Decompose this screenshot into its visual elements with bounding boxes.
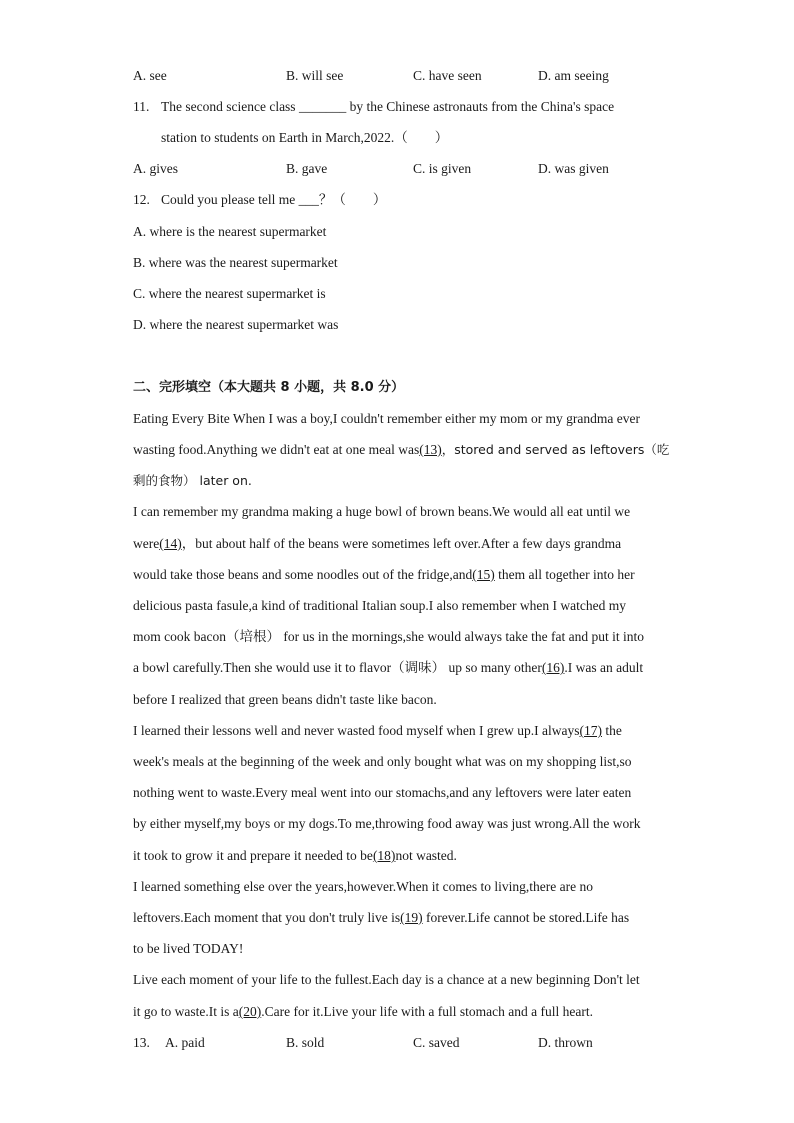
blank-17[interactable]: (17): [579, 723, 602, 738]
blank-19[interactable]: (19): [400, 910, 423, 925]
passage-line: I learned their lessons well and never wasted food myself when I grew up.I always(17) the: [133, 723, 622, 738]
q10-option-b: B. will see: [286, 68, 344, 83]
passage-line: Eating Every Bite When I was a boy,I couldn't remember either my mom or my grandma ever: [133, 411, 641, 426]
q11-text-line1: The second science class _______ by the Chinese astronauts from the China's space: [161, 99, 615, 114]
q13-option-c: C. saved: [413, 1035, 460, 1050]
passage-line: it go to waste.It is a(20).Care for it.Live your life with a full stomach and a full heart.: [133, 1004, 593, 1019]
passage-line: before I realized that green beans didn't taste like bacon.: [133, 692, 437, 707]
passage-line: 剩的食物） later on.: [133, 473, 252, 488]
q12-option-b: B. where was the nearest supermarket: [133, 255, 338, 270]
passage-line: wasting food.Anything we didn't eat at one meal was(13)，stored and served as leftovers（吃: [133, 442, 670, 457]
q11-number: 11.: [133, 99, 150, 114]
q13-option-d: D. thrown: [538, 1035, 593, 1050]
q11-option-c: C. is given: [413, 161, 472, 176]
section-title: 二、完形填空（本大题共 8 小题，共 8.0 分）: [133, 380, 405, 395]
q11-option-b: B. gave: [286, 161, 328, 176]
passage-line: delicious pasta fasule,a kind of traditional Italian soup.I also remember when I watched my: [133, 598, 626, 613]
q12-option-d: D. where the nearest supermarket was: [133, 317, 339, 332]
passage-line: were(14)，but about half of the beans were sometimes left over.After a few days grandma: [133, 536, 622, 551]
passage-line: week's meals at the beginning of the week and only bought what was on my shopping list,so: [133, 754, 632, 769]
passage-line: to be lived TODAY!: [133, 941, 244, 956]
q10-option-d: D. am seeing: [538, 68, 609, 83]
blank-15[interactable]: (15): [472, 567, 495, 582]
blank-13[interactable]: (13): [419, 442, 442, 457]
q11-option-a: A. gives: [133, 161, 178, 176]
passage-line: I learned something else over the years,however.When it comes to living,there are no: [133, 879, 593, 894]
blank-20[interactable]: (20): [238, 1004, 262, 1019]
q10-option-a: A. see: [133, 68, 167, 83]
passage-line: mom cook bacon（培根） for us in the mornings,she would always take the fat and put it into: [133, 629, 645, 644]
q13-option-a: A. paid: [165, 1035, 205, 1050]
q12-option-a: A. where is the nearest supermarket: [133, 224, 327, 239]
passage-line: nothing went to waste.Every meal went into our stomachs,and any leftovers were later eaten: [133, 785, 632, 800]
q12-text: Could you please tell me ___？（ ）: [161, 192, 387, 207]
passage-line: a bowl carefully.Then she would use it to flavor（调味） up so many other(16).I was an adult: [133, 660, 644, 675]
passage-line: by either myself,my boys or my dogs.To me,throwing food away was just wrong.All the work: [133, 816, 641, 831]
passage-line: leftovers.Each moment that you don't truly live is(19) forever.Life cannot be stored.Life has: [133, 910, 630, 925]
q12-option-c: C. where the nearest supermarket is: [133, 286, 326, 301]
passage-line: would take those beans and some noodles out of the fridge,and(15) them all together into her: [133, 567, 635, 582]
q13-number: 13.: [133, 1035, 150, 1050]
passage-line: Live each moment of your life to the fullest.Each day is a chance at a new beginning Don't let: [133, 972, 640, 987]
blank-14[interactable]: (14): [159, 536, 182, 551]
q12-number: 12.: [133, 192, 150, 207]
passage-line: I can remember my grandma making a huge bowl of brown beans.We would all eat until we: [133, 504, 631, 519]
q13-option-b: B. sold: [286, 1035, 325, 1050]
q11-option-d: D. was given: [538, 161, 609, 176]
passage-line: it took to grow it and prepare it needed to be(18)not wasted.: [133, 848, 457, 863]
q11-text-line2: station to students on Earth in March,2022.（ ）: [161, 130, 449, 145]
q10-option-c: C. have seen: [413, 68, 482, 83]
blank-16[interactable]: (16): [541, 660, 565, 675]
blank-18[interactable]: (18): [372, 848, 396, 863]
